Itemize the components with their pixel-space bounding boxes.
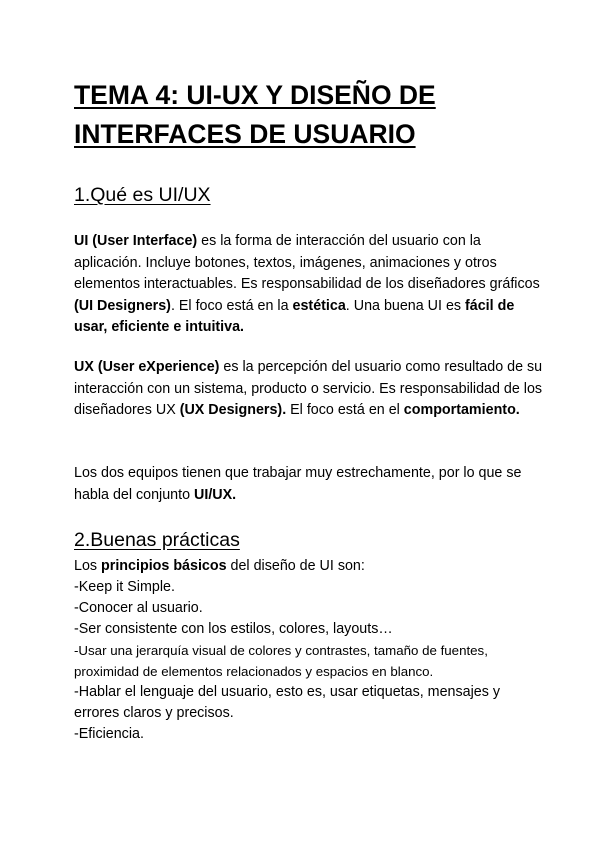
body-text: Los xyxy=(74,558,102,574)
bold-text: (UX Designers). xyxy=(179,402,287,418)
page-title xyxy=(74,76,544,154)
bold-text: UI/UX. xyxy=(194,486,237,503)
paragraph-ui-ux-teams xyxy=(74,463,544,506)
body-text: . El foco está en la xyxy=(170,297,293,314)
body-text: El foco está en el xyxy=(286,402,404,418)
list-intro xyxy=(74,556,544,577)
bold-text: estética xyxy=(292,297,346,314)
list-item: -Eficiencia. xyxy=(74,726,144,742)
body-text: . Una buena UI es xyxy=(345,297,466,314)
list-item: -Ser consistente con los estilos, colores, layouts… xyxy=(74,621,393,637)
body-text: del diseño de UI son: xyxy=(226,558,365,574)
title-line-1: TEMA 4: UI-UX Y DISEÑO DE xyxy=(74,80,436,110)
body-text: Los dos equipos tienen que trabajar muy estrechamente, por lo que se habla del conjunto xyxy=(74,465,522,503)
list-item: -Usar una jerarquía visual de colores y contrastes, tamaño de fuentes, proximidad de elementos relacionados y espacios en blanco. xyxy=(74,643,488,679)
document-page xyxy=(74,76,544,742)
bold-text: UX (User eXperience) xyxy=(74,359,220,375)
paragraph-ux-definition xyxy=(74,357,544,422)
bold-text: fácil de usar, eficiente e intuitiva. xyxy=(74,297,515,335)
bold-text: (UI Designers) xyxy=(74,297,171,314)
list-item: -Conocer al usuario. xyxy=(74,600,203,616)
list-item: -Hablar el lenguaje del usuario, esto es, usar etiquetas, mensajes y errores claros y precisos. xyxy=(74,684,500,721)
paragraph-ui-definition xyxy=(74,231,544,339)
bold-text: UI (User Interface) xyxy=(74,233,198,249)
title-line-2: INTERFACES DE USUARIO xyxy=(74,119,416,149)
bold-text: principios básicos xyxy=(101,558,227,574)
section-heading-best-practices: 2.Buenas prácticas xyxy=(74,529,240,551)
list-item: -Keep it Simple. xyxy=(74,579,175,595)
principles-list xyxy=(74,556,544,745)
bold-text: comportamiento. xyxy=(403,402,520,418)
body-text: es la percepción del usuario como resultado de su interacción con un sistema, producto o servicio. Es responsabilidad de los diseñadores UX xyxy=(74,359,543,418)
body-text: es la forma de interacción del usuario con la aplicación. Incluye botones, textos, imágenes, animaciones y otros elementos interactuables. Es responsabilidad de los diseñadores gráficos xyxy=(74,233,540,292)
section-heading-ui-ux: 1.Qué es UI/UX xyxy=(74,184,211,206)
